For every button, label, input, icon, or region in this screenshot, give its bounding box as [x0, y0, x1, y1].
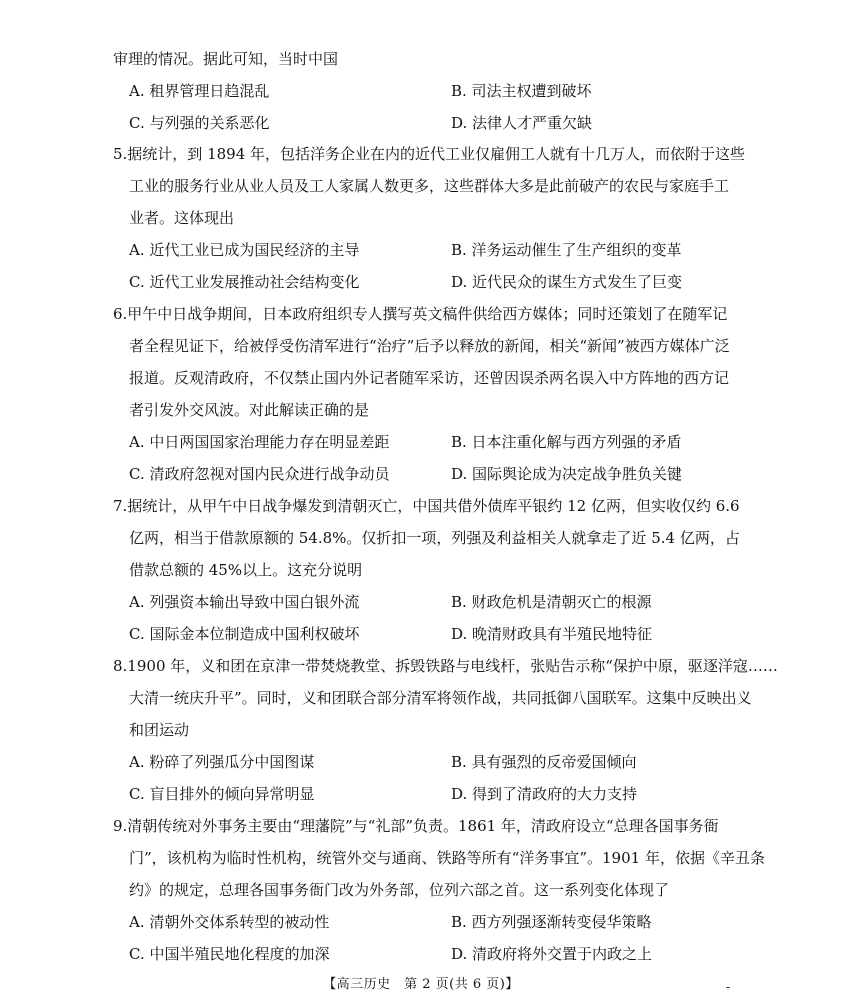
question-8-option-b: B. 具有强烈的反帝爱国倾向	[451, 753, 637, 771]
question-8-option-a: A. 粉碎了列强瓜分中国图谋	[129, 753, 315, 771]
question-8-stem-line-1: 8.1900 年，义和团在京津一带焚烧教堂、拆毁铁路与电线杆，张贴告示称“保护中原，驱逐洋寇……	[113, 657, 778, 675]
question-6-option-d: D. 国际舆论成为决定战争胜负关键	[451, 465, 683, 483]
question-7-option-a: A. 列强资本输出导致中国白银外流	[129, 593, 360, 611]
page-footer: 【高三历史 第 2 页(共 6 页)】	[323, 977, 519, 992]
question-8-option-c: C. 盲目排外的倾向异常明显	[129, 785, 315, 803]
question-5-option-d: D. 近代民众的谋生方式发生了巨变	[451, 273, 683, 291]
question-4-stem-end: 审理的情况。据此可知，当时中国	[113, 50, 339, 68]
question-6-stem-line-4: 者引发外交风波。对此解读正确的是	[129, 401, 370, 419]
question-4-option-c: C. 与列强的关系恶化	[129, 114, 270, 132]
question-8-option-d: D. 得到了清政府的大力支持	[451, 785, 638, 803]
question-9-option-b: B. 西方列强逐渐转变侵华策略	[451, 913, 652, 931]
question-5-option-a: A. 近代工业已成为国民经济的主导	[129, 241, 360, 259]
question-8-stem-line-3: 和团运动	[129, 721, 190, 739]
question-9-stem-line-1: 9.清朝传统对外事务主要由“理藩院”与“礼部”负责。1861 年，清政府设立“总理各国事务衙	[113, 817, 719, 835]
question-5-option-b: B. 洋务运动催生了生产组织的变革	[451, 241, 682, 259]
question-7-option-c: C. 国际金本位制造成中国利权破坏	[129, 625, 360, 643]
question-6-stem-line-2: 者全程见证下，给被俘受伤清军进行“治疗”后予以释放的新闻，相关“新闻”被西方媒体广泛	[129, 337, 730, 355]
question-7-stem-line-3: 借款总额的 45%以上。这充分说明	[129, 561, 363, 579]
question-6-option-c: C. 清政府忽视对国内民众进行战争动员	[129, 465, 390, 483]
question-9-option-a: A. 清朝外交体系转型的被动性	[129, 913, 330, 931]
question-6-option-a: A. 中日两国国家治理能力存在明显差距	[129, 433, 390, 451]
question-4-option-d: D. 法律人才严重欠缺	[451, 114, 593, 132]
question-5-option-c: C. 近代工业发展推动社会结构变化	[129, 273, 360, 291]
question-4-option-b: B. 司法主权遭到破坏	[451, 82, 592, 100]
question-5-stem-line-2: 工业的服务行业从业人员及工人家属人数更多，这些群体大多是此前破产的农民与家庭手工	[129, 177, 730, 195]
question-6-stem-line-1: 6.甲午中日战争期间，日本政府组织专人撰写英文稿件供给西方媒体；同时还策划了在随军记	[113, 305, 728, 323]
question-6-stem-line-3: 报道。反观清政府，不仅禁止国内外记者随军采访，还曾因误杀两名误入中方阵地的西方记	[129, 369, 730, 387]
question-7-stem-line-2: 亿两，相当于借款原额的 54.8%。仅折扣一项，列强及利益相关人就拿走了近 5.4 亿两，占	[129, 529, 740, 547]
footer-dash-mark: -	[726, 980, 731, 994]
question-8-stem-line-2: 大清一统庆升平”。同时，义和团联合部分清军将领作战，共同抵御八国联军。这集中反映出义	[129, 689, 752, 707]
question-5-stem-line-1: 5.据统计，到 1894 年，包括洋务企业在内的近代工业仅雇佣工人就有十几万人，而依附于这些	[113, 145, 746, 163]
question-9-stem-line-2: 门”，该机构为临时性机构，统管外交与通商、铁路等所有“洋务事宜”。1901 年，依据《辛丑条	[129, 849, 765, 867]
question-6-option-b: B. 日本注重化解与西方列强的矛盾	[451, 433, 682, 451]
question-4-option-a: A. 租界管理日趋混乱	[129, 82, 270, 100]
question-9-stem-line-3: 约》的规定，总理各国事务衙门改为外务部，位列六部之首。这一系列变化体现了	[129, 881, 670, 899]
question-7-stem-line-1: 7.据统计，从甲午中日战争爆发到清朝灭亡，中国共借外债库平银约 12 亿两，但实收仅约 6.6	[113, 497, 740, 515]
question-7-option-d: D. 晚清财政具有半殖民地特征	[451, 625, 653, 643]
question-7-option-b: B. 财政危机是清朝灭亡的根源	[451, 593, 652, 611]
question-9-option-d: D. 清政府将外交置于内政之上	[451, 945, 653, 963]
question-5-stem-line-3: 业者。这体现出	[129, 209, 235, 227]
question-9-option-c: C. 中国半殖民地化程度的加深	[129, 945, 330, 963]
